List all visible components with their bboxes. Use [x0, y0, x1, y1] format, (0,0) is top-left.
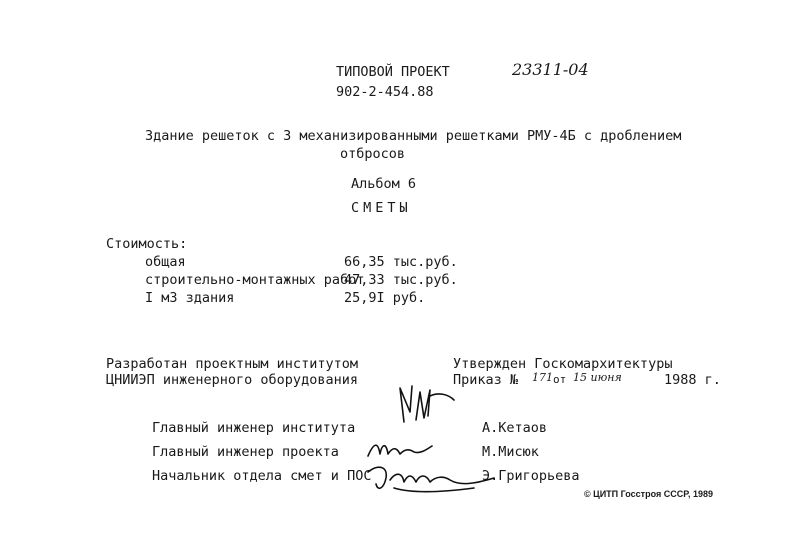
cost-value-total: 66,35 тыс.руб.	[344, 254, 458, 270]
developer-line-1: Разработан проектным институтом	[106, 356, 358, 372]
title-line-1: Здание решеток с 3 механизированными решетками РМУ-4Б с дроблением	[145, 128, 682, 144]
signatory-1-position: Главный инженер института	[152, 420, 356, 436]
approval-line-1: Утвержден Госкомархитектуры	[453, 356, 673, 372]
project-number: 902-2-454.88	[336, 84, 434, 100]
signatory-2-name: М.Мисюк	[482, 444, 539, 460]
cost-label-total: общая	[145, 254, 186, 270]
cost-heading: Стоимость:	[106, 236, 188, 252]
cost-label-construction: строительно-монтажных работ	[145, 272, 365, 288]
project-type: ТИПОВОЙ ПРОЕКТ	[336, 64, 450, 80]
signatory-3-position: Начальник отдела смет и ПОС	[152, 468, 372, 484]
copyright-notice: © ЦИТП Госстроя СССР, 1989	[584, 489, 714, 499]
title-line-2: отбросов	[340, 146, 406, 162]
handwritten-number: 23311-04	[512, 60, 589, 79]
approval-order-date: 15 июня	[573, 371, 622, 384]
cost-value-per-m3: 25,9I руб.	[344, 290, 426, 306]
signature-1	[390, 382, 460, 430]
signatory-3-name: Э.Григорьева	[482, 468, 580, 484]
approval-order-prefix: Приказ №	[453, 372, 519, 388]
cost-label-per-m3: I м3 здания	[145, 290, 235, 306]
signatory-2-position: Главный инженер проекта	[152, 444, 339, 460]
cost-value-construction: 47,33 тыс.руб.	[344, 272, 458, 288]
section-title: СМЕТЫ	[351, 200, 412, 216]
signature-3	[364, 458, 504, 498]
signatory-1-name: А.Кетаов	[482, 420, 548, 436]
approval-year: 1988 г.	[664, 372, 721, 388]
approval-order-from: от	[553, 373, 567, 386]
album-label: Альбом 6	[351, 176, 417, 192]
developer-line-2: ЦНИИЭП инженерного оборудования	[106, 372, 358, 388]
approval-order-number: 171	[532, 371, 553, 384]
